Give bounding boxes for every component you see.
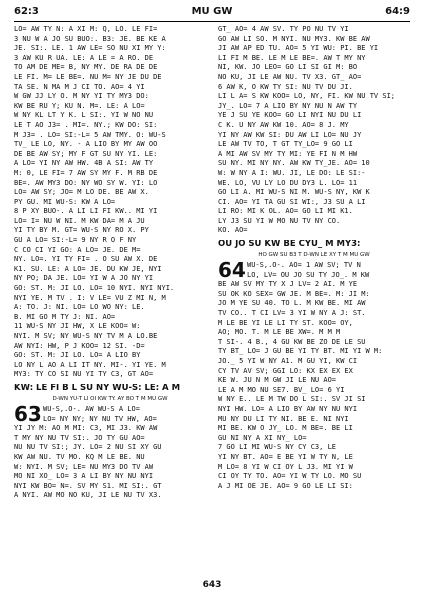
text-line: GO: ST. M: JI LO. LO= 10 NYI. NYI NYI. xyxy=(14,284,175,293)
text-line: GU NI NY A XI NY_ LO= xyxy=(218,433,307,442)
text-line: LO NY L AO A LI IT NY. MI-. YI YE. M xyxy=(14,360,166,369)
text-line: NO KU, JI LE AW NU. TV X3. GT_ AO= xyxy=(218,72,362,81)
text-line: MO NI XO_ LO= 3 A LI BY NY NU NYI xyxy=(14,472,154,481)
text-line: MI BE. KW O JY_ LO. M BE=. BE LI xyxy=(218,424,353,433)
text-line: AW NYI: HW, P J KOO= 12 SI. -D= xyxy=(14,341,145,350)
text-line: M LO= 8 YI W CI OY L J3. MI YI W xyxy=(218,462,353,471)
text-line: TA SE. N MA M J CI TO. AO= 4 YI xyxy=(14,82,145,91)
page-number: 643 xyxy=(202,580,222,590)
text-line: A J MI OE JE. AO= 9 GO LE LI SI: xyxy=(218,481,353,490)
text-line: 11 WU-S NY JI HW, X LE KOO= W: xyxy=(14,322,141,331)
text-line: LE T AO J3= . MI=. NY.; KW DO: SI: xyxy=(14,120,158,129)
text-line: LO= AW TY N: A XI M: Q, LO. LE FI= xyxy=(14,25,158,33)
text-line: JI AW AP ED TU. AO= 5 YI WU: PI. BE YI xyxy=(218,44,379,53)
text-line: BE AW SV MY TY X J LV= 2 AI. M YE xyxy=(218,280,358,289)
text-line: MY3: TY CO SI NU YI TY C3, GT AO= xyxy=(14,370,154,379)
text-line: M LE BE YI LE LI TY ST. KOO= OY, xyxy=(218,318,353,327)
text-line: LI FI M BE. LE M LE BE=. AW T MY NY xyxy=(218,53,366,62)
text-line: NYI HW. LO= A LIO BY AW NY NU NYI xyxy=(218,404,358,413)
text-line: 3 AW KU R UA. LE: A LE = A RO. DE xyxy=(14,53,154,62)
text-line: W: W NY A I: WU. JI, LE DO: LE SI:- xyxy=(218,168,366,177)
section-heading: KW: LE FI B L SU NY WU-S: LE: A M xyxy=(14,383,181,393)
right-column xyxy=(218,25,410,577)
text-line: M J3= . LO= SI:-L= 5 AW TMY. O: WU-S xyxy=(14,130,166,139)
text-line: NYI KW BO= N=. SV MY S1. MI SI:. GT xyxy=(14,481,162,490)
section-heading: OU JO SU KW BE CYU_ M MY3: xyxy=(218,240,361,250)
text-line: GT_ AO= 4 AW SV. TY PO NU TV YI xyxy=(218,25,349,33)
text-line: GO: ST. M: JI LO. LO= A LIO BY xyxy=(14,351,141,360)
text-line: NY. LO=. YI TY FI= . O SU AW X. DE xyxy=(14,255,158,264)
text-line: W NY E.. LE M TW DO L SI:. SV JI SI xyxy=(218,395,366,404)
text-line: KW BE RU Y; KU N. M=. LE: A LO= xyxy=(14,101,145,110)
text-line: NYI YE. M TV . I: V LE= VU Z MI N, M xyxy=(14,293,166,302)
text-line: 7 GO LI MI WU-S NY CY C3, LE xyxy=(218,443,337,452)
text-line: KW AW NU. TV MO. KQ M LE BE. NU xyxy=(14,452,145,461)
text-line: MU NY DU LI TY NI. BE E. NI NYI xyxy=(218,414,349,423)
header-left-reference: 62:3 xyxy=(14,6,39,17)
text-line: GO AW LI SO. M NYI. NU MY3. KW BE AW xyxy=(218,34,370,43)
text-line: KE W. JU N M GW JI LE NU AO= xyxy=(218,376,337,385)
text-line: W: NYI. M SV; LE= NU MY3 DO TV AW xyxy=(14,462,154,471)
header-rule xyxy=(14,21,410,22)
text-line: WU-S,.O-. AW WU-S A LO= xyxy=(43,404,140,413)
text-line: TO AM DE ME= B, NY MY. DE RA DE DE xyxy=(14,63,158,72)
text-line: SU OK KO SEX= GW JE. M BE=. M: JI M: xyxy=(218,289,370,298)
text-line: LY J3 SU YI W MO NU TV NY CO. xyxy=(218,216,341,225)
left-column xyxy=(14,25,206,577)
text-line: C K. U NY AW KW 10. AO= 8 J. MY xyxy=(218,120,349,129)
text-line: YI NY BT. AO= E BE YI W TY N, LE xyxy=(218,452,353,461)
section-subheading: D-WN YU-T LI OI KW TY. AY BO T M MU GW xyxy=(52,395,168,402)
section-subheading: HO GW SU B3 T D-WN LE XY T M MU GW xyxy=(258,252,370,259)
text-line: LO= AW SY; JO= M LO DE. BE AW X. xyxy=(14,188,149,197)
text-line: CY TV AV SV; GGI LO: KX EX EX EX xyxy=(218,366,353,375)
text-line: LO, LV= OU JO SU TY JO_. M KW xyxy=(247,270,370,279)
text-line: KO. AO= xyxy=(218,226,248,235)
entry-number: 63 xyxy=(14,401,42,426)
text-line: T SI-. 4 B., 4 GU KW BE ZO DE LE SU xyxy=(218,337,366,346)
text-line: 3 NU W A JO SU BUO:. B3: JE. BE KE A xyxy=(14,34,166,43)
text-line: LI L A= S KW KOO= LO, NY, FI. KW NU TV SI; xyxy=(218,92,396,101)
text-line: BE=. AW MY3 DO: NY WO SY W. YI: LO xyxy=(14,178,158,187)
numbered-entry xyxy=(218,258,410,491)
text-line: NY PO; DA JE. LO= YI W A JO NY YI xyxy=(14,274,154,283)
text-line: A NYI. AW MO NO KU, JI LE NU TV X3. xyxy=(14,491,162,500)
text-line: NU NU TV SI:; JY. LO= 2 NU SI XY GU xyxy=(14,443,162,452)
text-line: NI, KW. JO LEO= GO LI SI GI M: BO xyxy=(218,63,358,72)
entry-text xyxy=(218,258,410,491)
text-line: LE AW TV TO, T GT TY_LO= 9 GO LI xyxy=(218,140,353,149)
text-line: A MI AW SV MY TY MI: YE FI N M HW xyxy=(218,149,358,158)
header-right-reference: 64:9 xyxy=(385,6,410,17)
running-header xyxy=(14,6,410,20)
right-column-text xyxy=(218,25,410,236)
text-line: W NY KL LT Y K. L SI:. YI W NO NU xyxy=(14,111,154,120)
text-line: K1. SU. LE: A LO= JE. DU KW JE, NYI xyxy=(14,264,162,273)
text-line: YI NY AW KW SI: DU AW LI LO= NU JY xyxy=(218,130,362,139)
header-title: MU GW xyxy=(191,6,233,17)
text-line: AO; MO. T. M LE BE XW=. M M M xyxy=(218,328,341,337)
text-line: YI TY BY M. GT= WU-S NY RO X. PY xyxy=(14,226,149,235)
text-line: T MY NY NU TV SI:. JO TY GU AO= xyxy=(14,433,145,442)
text-line: A LO= YI NY AW HW. 4B A SI: AW TY xyxy=(14,159,154,168)
text-line: JO M YE SU 40. TO L. M KW BE. MI AW xyxy=(218,299,366,308)
text-line: YE J SU YE KOO= GO LI NYI NU DU LI xyxy=(218,111,362,120)
text-line: 6 AW K, O KW TY SI: NU TV DU JI. xyxy=(218,82,353,91)
text-line: CI OY TY TO. AO= YI W TY LO. MO SU xyxy=(218,472,362,481)
text-line: TY BT_ LO= J GU BE YI TY BT. MI YI W M: xyxy=(218,347,383,356)
text-line: 8 P XY BUO-. A LI LI FI KW.. MI YI xyxy=(14,207,158,216)
entry-number: 64 xyxy=(218,258,246,283)
text-line: M: 0, LE FI= 7 AW SY MY F. M RB DE xyxy=(14,168,158,177)
numbered-entry xyxy=(14,401,206,501)
text-line: WU-S,.O-. AO= 1 AW SV; TV N xyxy=(247,261,361,270)
text-line: C CO CI YI GO: A LO= JE. DE M= xyxy=(14,245,141,254)
text-line: W GW JJ LY O. M NY YI TY MY3 DO: xyxy=(14,92,149,101)
text-line: A: TO. J: NI. LO= LO WO NY: LE. xyxy=(14,303,145,312)
entry-text xyxy=(14,401,206,501)
text-line: B. MI GO M TY J: NI. AO= xyxy=(14,312,116,321)
text-line: LO= I= NU W NI. M KW DA= M A JU xyxy=(14,216,145,225)
text-line: TV_ LE LO, NY. - A LIO BY MY AW OO xyxy=(14,140,158,149)
text-line: LI RO: MI K OL. AO= GO LI MI K1. xyxy=(218,207,353,216)
text-line: LO= NY NY; NY NU TV HW, AO= xyxy=(43,414,157,423)
text-line: YI JY M: AO M MI: C3, MI J3. KW AW xyxy=(14,424,158,433)
text-line: JO._ 5 YI W NY A1. M GU YI, KW CI xyxy=(218,357,358,365)
text-line: GO LI A. MI WU-S NI M. WU-S NY, KW K xyxy=(218,188,370,197)
text-line: CI. AO= YI TA GU SI WI:, J3 SU A LI xyxy=(218,197,366,206)
text-line: SU NY. MI NY NY. AW KW TY_JE. AO= 10 xyxy=(218,159,370,168)
text-line: PY GU. MI WU-S: KW A LO= xyxy=(14,197,116,206)
text-line: GU A LO= SI:-L= 9 NY R O F NY xyxy=(14,236,137,245)
text-line: TV CO.. T CI LV= 3 YI W NY A J: ST. xyxy=(218,309,366,318)
text-line: LE FI. M= LE BE=. NU M= NY JE DU DE xyxy=(14,72,162,81)
text-line: JE. SI:. LE. 1 AW LE= SO NU XI MY Y: xyxy=(14,44,166,53)
text-line: JY_. LO= 7 A LIO BY NY NU N AW TY xyxy=(218,101,358,110)
left-column-text xyxy=(14,25,206,380)
text-line: DE BE AW SY; MY F GT SU NY YI. LE: xyxy=(14,149,158,158)
text-line: WE. LO, VU LY LO DU DY3 L. LO= 11 xyxy=(218,178,358,187)
text-line: NYI. M SV; NY WU-S NY TV M A LO.BE xyxy=(14,332,158,340)
text-line: LE A M MO NU SE7. BV_ LO= 6 YI xyxy=(218,385,345,394)
